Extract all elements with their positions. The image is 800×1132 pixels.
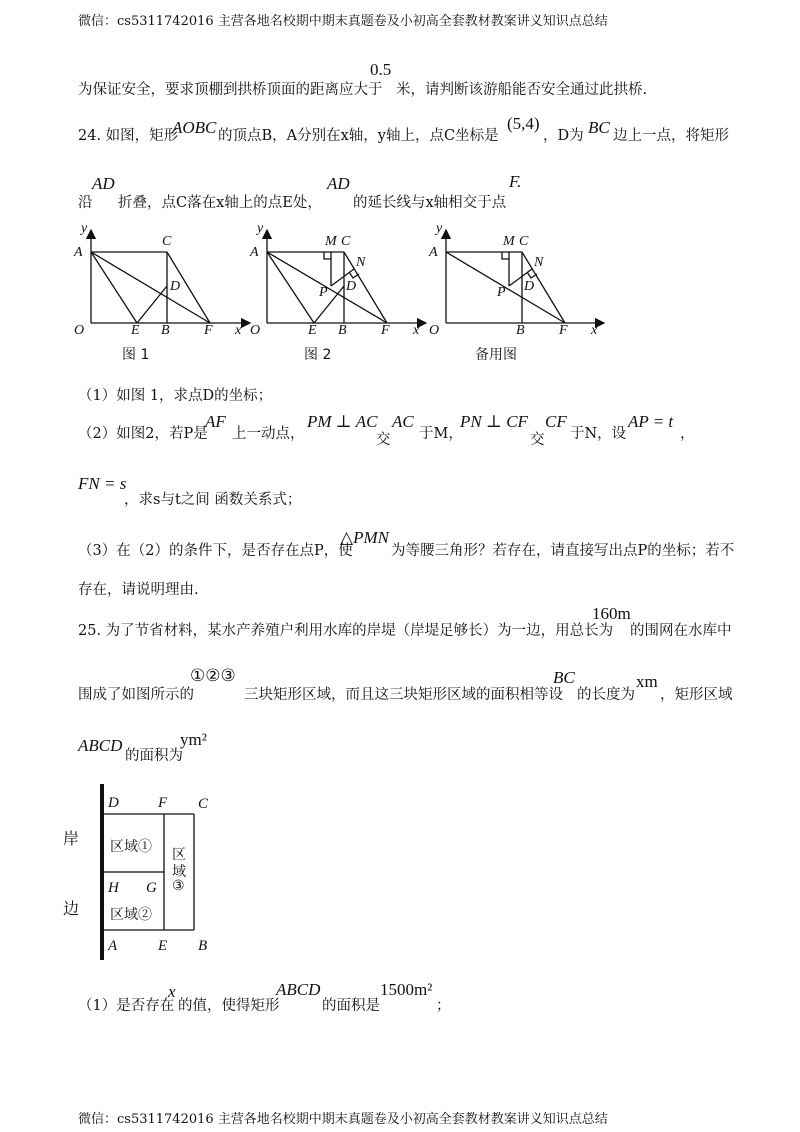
svg-text:A: A — [250, 245, 259, 260]
svg-text:B: B — [161, 323, 170, 338]
q24-p2-m2: PM ⊥ AC — [307, 412, 378, 431]
q25-l3-m1: ABCD — [78, 736, 123, 755]
svg-text:E: E — [131, 323, 140, 338]
q25-region-3-c: ③ — [172, 878, 185, 894]
fig2-caption: 图 2 — [304, 347, 332, 363]
q24-p2-m3: AC — [392, 412, 414, 431]
q25-p1-d: ； — [436, 998, 451, 1014]
q25-l2-m2: BC — [553, 668, 575, 687]
svg-text:B: B — [198, 938, 208, 954]
q24-l2-a: 沿 — [78, 195, 93, 211]
svg-text:F: F — [204, 323, 213, 338]
q25-l1-m1: 160m — [592, 604, 631, 623]
svg-text:D: D — [524, 279, 535, 294]
q24-p2-a: （2）如图2，若P是 — [78, 426, 208, 442]
svg-text:x: x — [413, 323, 420, 338]
q25-l2-a: 围成了如图所示的 — [78, 687, 194, 703]
svg-text:O: O — [429, 323, 440, 338]
q25-l1-a: 25. 为了节省材料，某水产养殖户利用水库的岸堤（岸堤足够长）为一边，用总长为 — [78, 623, 614, 639]
q24-p2-f: 于N，设 — [570, 426, 627, 442]
svg-text:M: M — [503, 234, 515, 249]
q24-l1-m1: AOBC — [172, 118, 217, 137]
q24-l1-c: ，D为 — [543, 128, 584, 144]
q24-l2-c: 的延长线与x轴相交于点 — [353, 195, 507, 211]
q23-value: 0.5 — [370, 60, 392, 79]
q24-p2-m4: PN ⊥ CF — [460, 412, 528, 431]
svg-text:C: C — [519, 234, 529, 249]
svg-text:D: D — [346, 279, 357, 294]
svg-text:F: F — [158, 795, 168, 811]
q24-l2-m1: AD — [92, 174, 115, 193]
q24-l2-m2: AD — [327, 174, 350, 193]
q24-p2-m1: AF — [205, 412, 226, 431]
svg-text:P: P — [497, 285, 506, 300]
svg-text:G: G — [146, 880, 157, 896]
q24-p2-b: 上一动点， — [232, 426, 305, 442]
q24-p2-m6: AP = t — [628, 412, 674, 431]
q24-l1-m2: (5,4) — [507, 114, 540, 133]
q24-p2b-a: ，求s与t之间 函数关系式； — [124, 492, 302, 508]
q25-figure — [60, 780, 230, 962]
q24-p3-c: 存在，请说明理由. — [78, 582, 199, 598]
svg-text:N: N — [356, 255, 366, 270]
q24-p2-d: 于M， — [419, 426, 463, 442]
q24-p2-g: ， — [680, 426, 695, 442]
q25-l3-a: 的面积为 — [125, 748, 183, 764]
svg-text:C: C — [198, 796, 209, 812]
q25-p1-b: 的值，使得矩形 — [178, 998, 280, 1014]
page-footer: 微信：cs5311742016 主营各地名校期中期末真题卷及小初高全套教材教案讲义知识点总结 — [78, 1112, 608, 1127]
q25-bank-2: 边 — [63, 899, 80, 918]
q24-p2-m5: CF — [545, 412, 567, 431]
q25-l2-m1: ①②③ — [190, 666, 236, 685]
q24-l2-b: 折叠，点C落在x轴上的点E处， — [118, 195, 322, 211]
q24-l1-a: 24. 如图，矩形 — [78, 128, 179, 144]
svg-text:B: B — [338, 323, 347, 338]
q24-l1-d: 边上一点，将矩形 — [613, 128, 729, 144]
q25-p1-a: （1）是否存在 — [78, 998, 175, 1014]
svg-text:y: y — [436, 222, 443, 236]
svg-text:C: C — [162, 234, 172, 249]
svg-text:y: y — [81, 222, 88, 236]
svg-text:O: O — [250, 323, 261, 338]
svg-text:M: M — [325, 234, 337, 249]
q25-p1-m2: ABCD — [276, 980, 321, 999]
svg-text:D: D — [170, 279, 181, 294]
svg-text:C: C — [341, 234, 351, 249]
svg-text:x: x — [591, 323, 598, 338]
svg-text:B: B — [516, 323, 525, 338]
q24-p2b-m1: FN = s — [78, 474, 127, 493]
page-header: 微信：cs5311742016 主营各地名校期中期末真题卷及小初高全套教材教案讲义知识点总结 — [78, 14, 608, 29]
q24-p2-e: 交 — [530, 432, 545, 448]
q24-p3-b: 为等腰三角形？若存在，请直接写出点P的坐标；若不 — [391, 543, 735, 559]
svg-text:F: F — [559, 323, 568, 338]
q24-l1-b: 的顶点B，A分别在x轴，y轴上，点C坐标是 — [218, 128, 499, 144]
svg-text:H: H — [108, 880, 119, 896]
svg-text:x: x — [235, 323, 242, 338]
q24-l2-m3: F. — [509, 172, 522, 191]
svg-text:O: O — [74, 323, 85, 338]
svg-text:F: F — [381, 323, 390, 338]
svg-text:N: N — [534, 255, 544, 270]
svg-text:A: A — [108, 938, 118, 954]
q25-p1-m3: 1500m² — [380, 980, 433, 999]
fig-backup-caption: 备用图 — [475, 347, 517, 363]
q25-l2-c: 的长度为 — [577, 687, 635, 703]
svg-text:E: E — [308, 323, 317, 338]
svg-text:A: A — [429, 245, 438, 260]
svg-text:E: E — [158, 938, 168, 954]
q25-l1-b: 的围网在水库中 — [630, 623, 732, 639]
q24-p3-m1: △PMN — [340, 528, 389, 547]
q23-text-before: 为保证安全，要求顶棚到拱桥顶面的距离应大于 — [78, 82, 383, 98]
q25-bank-1: 岸 — [63, 829, 80, 848]
q24-l1-m3: BC — [588, 118, 610, 137]
fig1-caption: 图 1 — [122, 347, 150, 363]
svg-text:P: P — [319, 285, 328, 300]
svg-text:A: A — [74, 245, 83, 260]
q25-region-1: 区域① — [110, 839, 152, 855]
q25-region-3-a: 区 — [172, 847, 186, 863]
q25-l2-d: ，矩形区域 — [660, 687, 733, 703]
q24-part1: （1）如图 1，求点D的坐标； — [78, 388, 273, 404]
q25-region-3-b: 域 — [172, 864, 186, 880]
q24-p3-a: （3）在（2）的条件下，是否存在点P，使 — [78, 543, 353, 559]
q25-region-2: 区域② — [110, 907, 152, 923]
q24-p2-c: 交 — [376, 432, 391, 448]
q25-p1-m1: x — [168, 982, 176, 1001]
q25-l2-m3: xm — [636, 672, 658, 691]
svg-text:D: D — [108, 795, 119, 811]
q25-l3-m2: ym² — [180, 730, 207, 749]
q25-l2-b: 三块矩形区域，而且这三块矩形区域的面积相等设 — [244, 687, 563, 703]
q25-p1-c: 的面积是 — [322, 998, 380, 1014]
svg-text:y: y — [257, 222, 264, 236]
q23-text-after: 米，请判断该游船能否安全通过此拱桥. — [396, 82, 648, 98]
